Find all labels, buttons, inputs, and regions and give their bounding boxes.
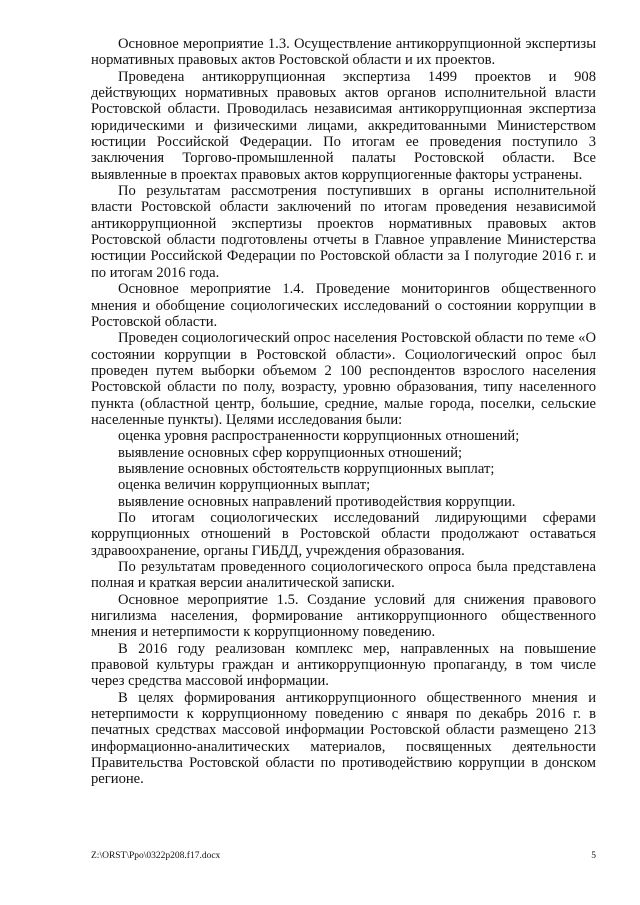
document-body: [91, 36, 596, 788]
paragraph-expertise-results: Проведена антикоррупционная экспертиза 1499 проектов и 908 действующих нормативных правовых актов органов исполнительной власти Ростовской области. Проводилась независимая антикоррупционная экспертиза юридическими и физическими лицами, аккредитованными Министерством юстиции Российской Федерации. По итогам ее проведения поступило 3 заключения Торгово-промышленной палаты Ростовской области. Все выявленные в проектах правовых актов коррупциогенные факторы устранены.: [91, 68, 596, 183]
paragraph-survey-results: По итогам социологических исследований лидирующими сферами коррупционных отношений в Ростовской области продолжают оставаться здравоохранение, органы ГИБДД, учреждения образования.: [91, 509, 596, 559]
list-item: оценка уровня распространенности коррупционных отношений;: [118, 428, 520, 445]
paragraph-expertise-reports: По результатам рассмотрения поступивших в органы исполнительной власти Ростовской области заключений по итогам проведения независимой антикоррупционной экспертизы проектов нормативных правовых актов Ростовской области подготовлены отчеты в Главное управление Министерства юстиции Российской Федерации по Ростовской области за I полугодие 2016 г. и по итогам 2016 года.: [91, 183, 596, 281]
page-number: 5: [591, 851, 596, 861]
list-item: выявление основных направлений противодействия коррупции.: [118, 493, 516, 510]
list-item: выявление основных сфер коррупционных отношений;: [118, 444, 463, 461]
paragraph-legal-culture: В 2016 году реализован комплекс мер, направленных на повышение правовой культуры граждан и антикоррупционную пропаганду, в том числе через средства массовой информации.: [91, 640, 596, 690]
paragraph-analytical-note: По результатам проведенного социологического опроса была представлена полная и краткая версии аналитической записки.: [91, 559, 596, 592]
paragraph-survey: Проведен социологический опрос населения Ростовской области по теме «О состоянии коррупции в Ростовской области». Социологический опрос был проведен путем выборки объемом 2 100 респондентов взрослого населения Ростовской области по полу, возрасту, уровню образования, типу населенного пункта (областной центр, большие, средние, малые города, поселки, сельские населенные пункты). Целями исследования были:: [91, 330, 596, 428]
list-item: выявление основных обстоятельств коррупционных выплат;: [118, 460, 495, 477]
paragraph-measure-1-5: Основное мероприятие 1.5. Создание условий для снижения правового нигилизма населения, формирование антикоррупционного общественного мнения и нетерпимости к коррупционному поведению.: [91, 591, 596, 641]
paragraph-mass-media: В целях формирования антикоррупционного общественного мнения и нетерпимости к коррупционному поведению с января по декабрь 2016 г. в печатных средствах массовой информации Ростовской области размещено 213 информационно-аналитических материалов, посвященных деятельности Правительства Ростовской области по противодействию коррупции в донском регионе.: [91, 689, 596, 788]
list-item: оценка величин коррупционных выплат;: [118, 477, 371, 494]
paragraph-measure-1-3: Основное мероприятие 1.3. Осуществление антикоррупционной экспертизы нормативных правовых актов Ростовской области и их проектов.: [91, 36, 596, 69]
paragraph-measure-1-4: Основное мероприятие 1.4. Проведение мониторингов общественного мнения и обобщение социологических исследований о состоянии коррупции в Ростовской области.: [91, 281, 596, 330]
footer-file-path: Z:\ORST\Ppo\0322p208.f17.docx: [91, 851, 221, 861]
research-goals-list: [91, 428, 596, 510]
